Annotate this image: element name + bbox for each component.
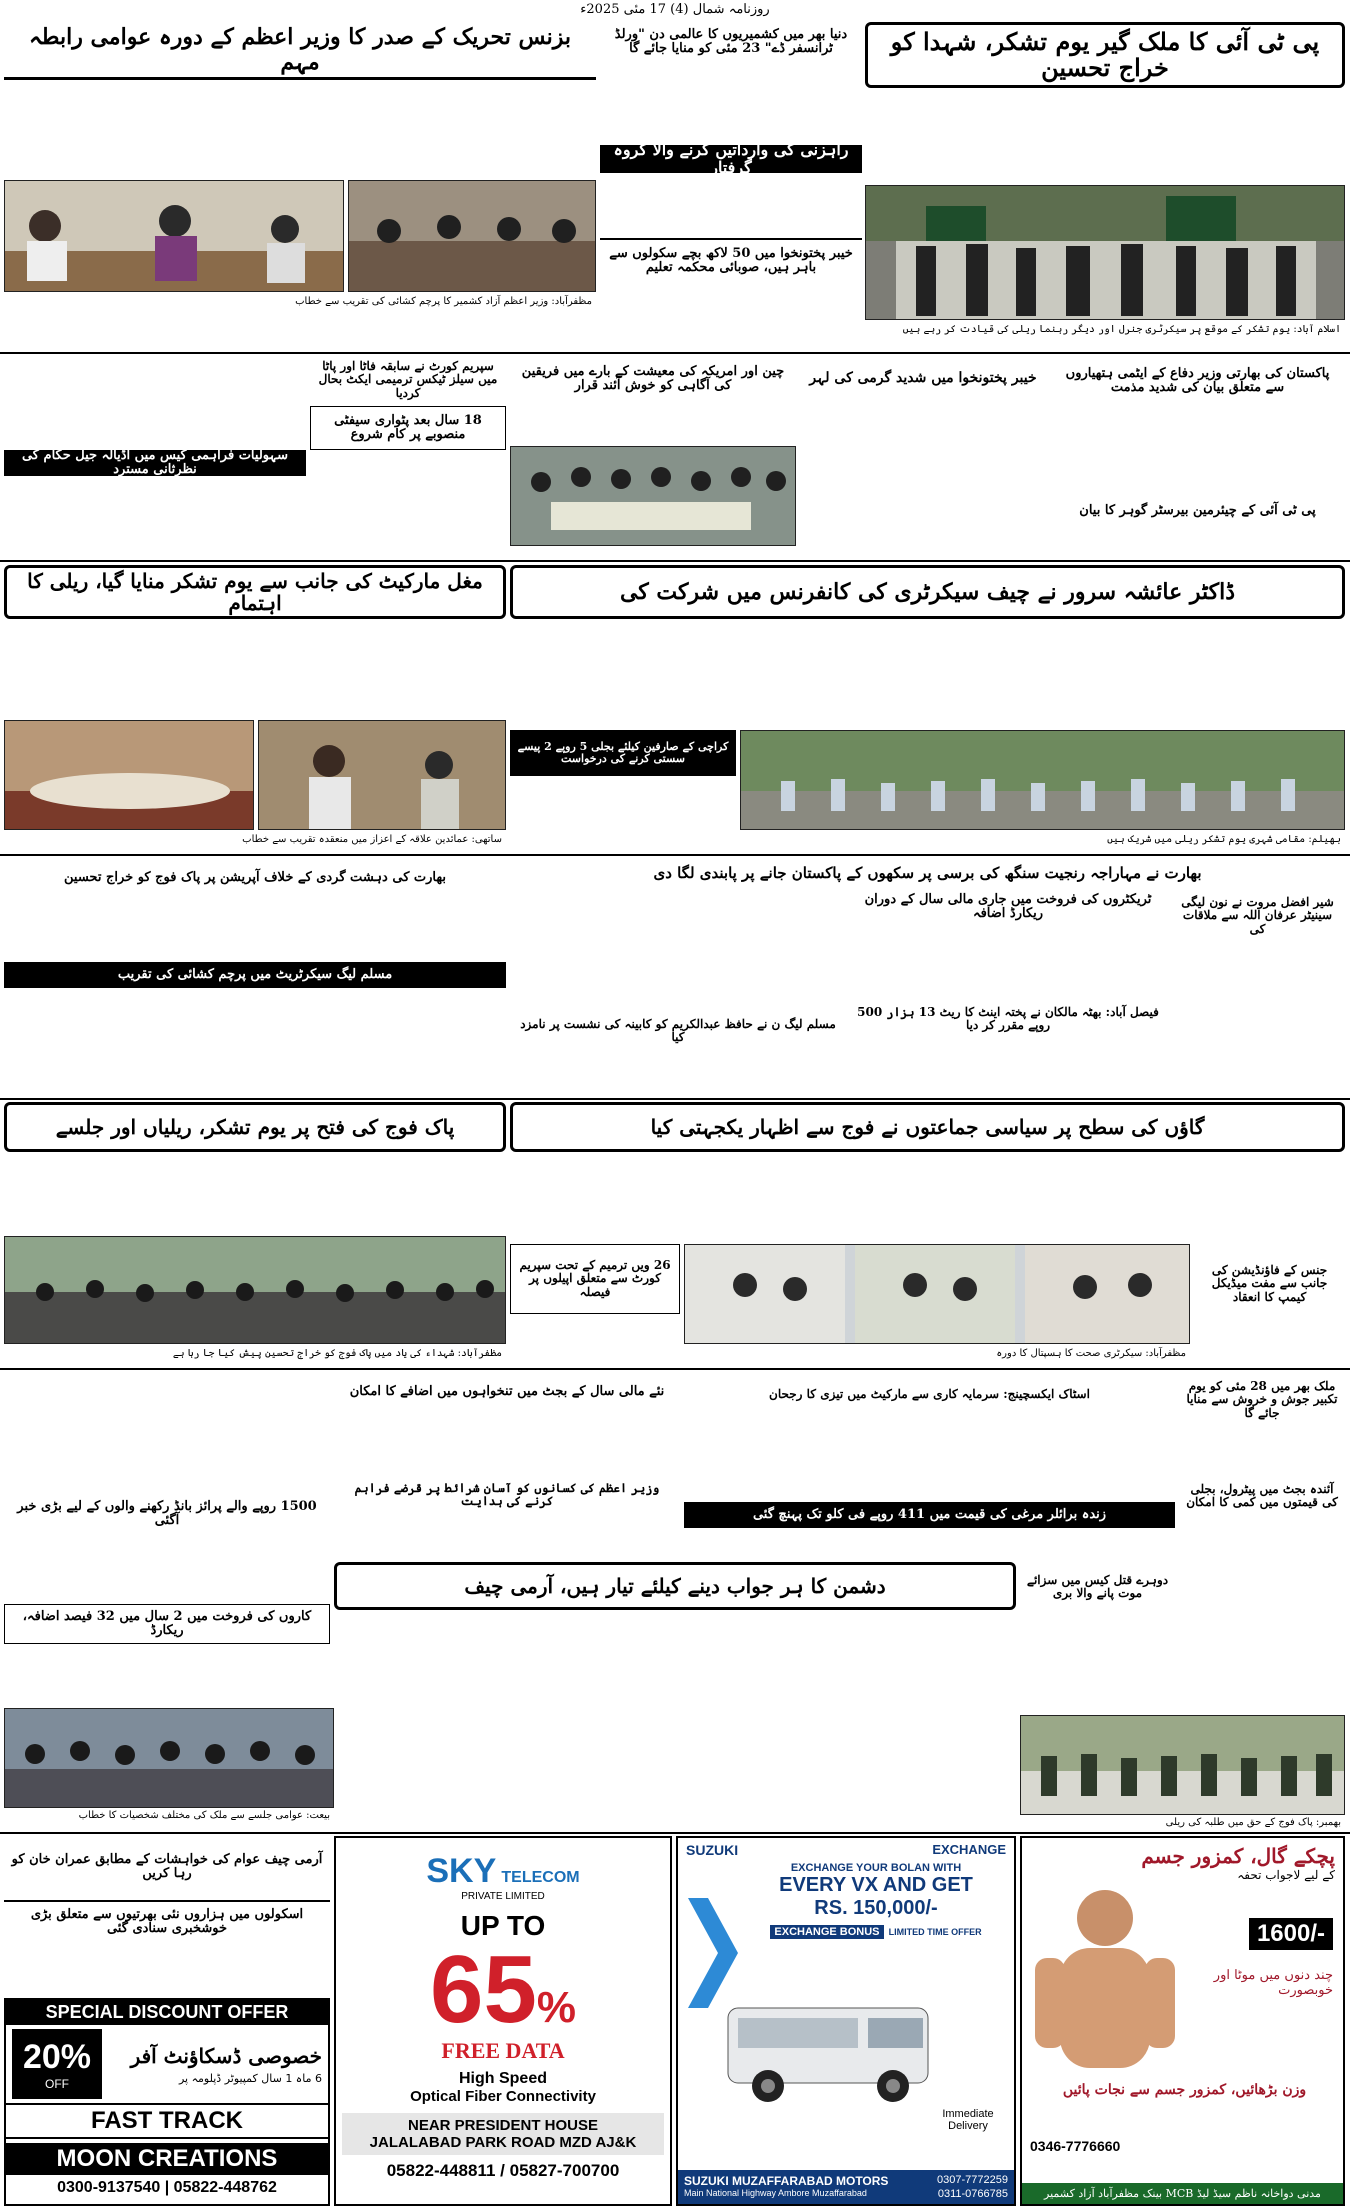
- caption-c6: مظفرآباد: سیکرٹری صحت کا ہسپتال کا دورہ: [996, 1348, 1186, 1359]
- photo-speaker: [258, 720, 506, 830]
- photo-students-rally: [1020, 1715, 1345, 1815]
- headline-s30: زندہ برائلر مرغی کی قیمت میں 411 روپے فی کلو تک پہنچ گئی: [684, 1502, 1175, 1528]
- photo-rally-islamabad: [865, 185, 1345, 320]
- suzuki-van-image: [708, 1988, 988, 2108]
- fast-track: FAST TRACK: [6, 2103, 328, 2139]
- story-body-s20: [4, 1154, 506, 1234]
- sky-sub: TELECOM: [501, 1869, 580, 1886]
- story-body-s35: [1179, 1522, 1345, 1560]
- ad-suzuki[interactable]: [676, 1836, 1016, 2206]
- story-body-s4: [600, 284, 862, 324]
- sky-address2: JALALABAD PARK ROAD MZD AJ&K: [369, 2134, 637, 2151]
- sky-brand: SKY: [426, 1852, 497, 1890]
- suzuki-brand: SUZUKI: [686, 1842, 739, 1858]
- story-body-s36: [1170, 942, 1345, 1092]
- story-body-s28: [334, 1520, 680, 1560]
- row5-divider: [0, 1368, 1350, 1370]
- sky-pct-sign: %: [536, 1983, 576, 2032]
- herbal-footer: مدنی دواخانہ ناظم سیڈ لیڈ MCB بینک مظفرآباد آزاد کشمیر: [1022, 2183, 1343, 2204]
- headline-s11: خیبر پختونخوا میں شدید گرمی کی لہر: [809, 370, 1037, 387]
- caption-c7: بیعت: عوامی جلسے سے ملک کی مختلف شخصیات کا خطاب: [78, 1810, 330, 1821]
- headline-s9: چین اور امریکہ کی معیشت کے بارے میں فریقین کی آگاہی کو خوش آئند قرار: [521, 363, 785, 393]
- story-body-s10: [1050, 408, 1345, 496]
- story-body-s26b: [334, 1414, 680, 1470]
- story-body-s24: [4, 1372, 330, 1492]
- headline-s36: شیر افضل مروت نے نون لیگی سینیٹر عرفان اللہ سے ملاقات کی: [1181, 895, 1334, 936]
- story-body-s11: [800, 404, 1046, 564]
- story-body-s16: [850, 924, 1166, 994]
- sky-high-speed: High Speed: [458, 2070, 547, 2087]
- row2-divider: [0, 560, 1350, 562]
- caption-c5: مظفرآباد: شہداء کی یاد میں پاک فوج کو خراج تحسین پیش کیا جا رہا ہے: [172, 1348, 502, 1359]
- herbal-man-image: [1030, 1878, 1180, 2078]
- headline-s2: دنیا بھر میں کشمیریوں کا عالمی دن "ورلڈ ٹرانسفر ڈے" 23 مئی کو منایا جائے گا: [614, 26, 848, 56]
- herbal-price: 1600/-: [1249, 1918, 1333, 1950]
- suzuki-line1: EXCHANGE YOUR BOLAN WITH: [790, 1862, 962, 1874]
- herbal-weight: وزن بڑھائیں، کمزور جسم سے نجات پائیں: [1062, 2082, 1307, 2098]
- headline-s3: راہزنی کی وارداتیں کرنے والا گروہ گرفتار: [600, 145, 862, 173]
- herbal-mid: چند دنوں میں موٹا اور خوبصورت: [1213, 1968, 1333, 1998]
- headline-s4: خیبر پختونخوا میں 50 لاکھ بچے سکولوں سے باہر ہیں، صوبائی محکمہ تعلیم: [600, 238, 862, 282]
- discount-off: OFF: [45, 2076, 69, 2091]
- story-body-s5: [4, 84, 596, 174]
- headline-s14: کراچی کے صارفین کیلئے بجلی 5 روپے 2 پیسے سستی کرنے کی درخواست: [510, 730, 736, 776]
- photo-group-event: [4, 1708, 334, 1808]
- moon-phone: 0300-9137540 | 05822-448762: [57, 2179, 277, 2196]
- story-body-s13: [510, 622, 1345, 727]
- headline-s1: پی ٹی آئی کا ملک گیر یوم تشکر، شہدا کو خراج تحسین: [865, 22, 1345, 88]
- story-body-s14: [510, 778, 736, 848]
- caption-c2: مظفرآباد: وزیر اعظم آزاد کشمیر کا پرچم کشائی کی تقریب سے خطاب: [295, 296, 592, 307]
- headline-s7: سہولیات فراہمی کیس میں اڈیالہ جیل حکام کی نظرثانی مسترد: [4, 450, 306, 476]
- headline-s33: اسکولوں میں ہزاروں نئی بھرتیوں سے متعلق بڑی خوشخبری سنادی گئی: [4, 1900, 330, 1942]
- moon-creations: MOON CREATIONS: [6, 2143, 328, 2175]
- caption-c8: بھمبر: پاک فوج کے حق میں طلبہ کی ریلی: [1165, 1817, 1341, 1828]
- suzuki-limited: LIMITED TIME OFFER: [888, 1927, 982, 1937]
- photo-crowd-rally: [4, 1236, 506, 1344]
- photo-office: [348, 180, 596, 292]
- suzuki-line3: RS. 150,000/-: [814, 1897, 938, 1919]
- story-body-s21: [510, 1154, 1345, 1242]
- story-body-s7: [4, 478, 306, 548]
- suzuki-line4: EXCHANGE BONUS: [770, 1925, 883, 1939]
- headline-s26: نئے مالی سال کے بجٹ میں تنخواہوں میں اضافے کا امکان: [349, 1383, 665, 1399]
- story-body-s31: [1020, 1614, 1175, 1712]
- photo-students: [740, 730, 1345, 830]
- suzuki-phone1: 0307-7772259: [937, 2174, 1008, 2186]
- story-body-s1: [865, 92, 1345, 182]
- headline-s38: جنس کے فاؤنڈیشن کی جانب سے مفت میڈیکل کیمپ کا انعقاد: [1211, 1263, 1328, 1304]
- headline-s32: آرمی چیف عوام کی خواہشات کے مطابق عمران خان کو رہا کریں: [11, 1851, 323, 1881]
- discount-percent: 20%: [22, 2037, 92, 2076]
- herbal-phone: 0346-7776660: [1030, 2138, 1121, 2154]
- headline-s21: گاؤں کی سطح پر سیاسی جماعتوں نے فوج سے اظہار یکجہتی کیا: [510, 1102, 1345, 1152]
- dateline: روزنامہ شمال (4) 17 مئی 2025ء: [580, 2, 770, 17]
- photo-protest-banner: [510, 446, 796, 546]
- photo-meeting: [4, 180, 344, 292]
- sky-phone: 05822-448811 / 05827-700700: [386, 2161, 620, 2180]
- row6-divider: [0, 1832, 1350, 1834]
- headline-s23: 26 ویں ترمیم کے تحت سپریم کورٹ سے متعلق اپیلوں پر فیصلہ: [510, 1244, 680, 1314]
- story-body-s29: [684, 1420, 1175, 1500]
- headline-s12: مغل مارکیٹ کی جانب سے یوم تشکر منایا گیا، ریلی کا اہتمام: [4, 565, 506, 619]
- headline-s18: مسلم لیگ ن نے حافظ عبدالکریم کو کابینہ کی نشست پر نامزد کیا: [520, 1016, 836, 1044]
- discount-urdu: خصوصی ڈسکاؤنٹ آفر: [130, 2043, 322, 2068]
- photo-conference-hall: [4, 720, 254, 830]
- ad-discount[interactable]: [4, 1998, 330, 2206]
- headline-s19: بھارت کی دہشت گردی کے خلاف آپریشن پر پاک فوج کو خراج تحسین: [64, 869, 446, 885]
- herbal-sub: کے لیے لاجواب تحفہ: [1237, 1868, 1335, 1882]
- headline-s35: آئندہ بجٹ میں پیٹرول، بجلی کی قیمتوں میں کمی کا امکان: [1186, 1481, 1338, 1509]
- story-body-s15: [510, 892, 846, 1012]
- story-body-s19: [4, 900, 506, 960]
- row3-divider: [0, 854, 1350, 856]
- suzuki-dealer: SUZUKI MUZAFFARABAD MOTORS: [684, 2174, 889, 2188]
- suzuki-address: Main National Highway Ambore Muzaffarabad: [684, 2188, 867, 2198]
- sky-upto: UP TO: [460, 1910, 546, 1941]
- headline-s27: دشمن کا ہر جواب دینے کیلئے تیار ہیں، آرمی چیف: [334, 1562, 1016, 1610]
- discount-title: SPECIAL DISCOUNT OFFER: [6, 2000, 328, 2025]
- sky-private: PRIVATE LIMITED: [461, 1891, 545, 1902]
- story-body-s23: [510, 1316, 680, 1366]
- discount-courses: 6 ماہ 1 سال کمپیوٹر ڈپلومہ پر: [178, 2071, 322, 2085]
- headline-s20: پاک فوج کی فتح پر یوم تشکر، ریلیاں اور جلسے: [4, 1102, 506, 1152]
- sky-free-data: FREE DATA: [441, 2038, 565, 2063]
- story-body-s34: [1179, 1430, 1345, 1470]
- caption-c4: ساتھی: عمائدین علاقہ کے اعزاز میں منعقدہ تقریب سے خطاب: [242, 834, 502, 845]
- caption-c3: بھیلم: مقامی شہری یوم تشکر ریلی میں شریک ہیں: [1107, 834, 1341, 845]
- story-body-s38: [1194, 1326, 1345, 1366]
- suzuki-phone2: 0311-0766785: [937, 2188, 1008, 2200]
- headline-s16: ٹریکٹروں کی فروخت میں جاری مالی سال کے دوران ریکارڈ اضافہ: [864, 891, 1152, 921]
- headline-s29: اسٹاک ایکسچینج: سرمایہ کاری سے مارکیٹ میں تیزی کا رجحان: [769, 1387, 1090, 1402]
- sky-percent: 65: [430, 1936, 537, 2043]
- headline-s22: مسلم لیگ سیکرٹریٹ میں پرچم کشائی کی تقریب: [4, 962, 506, 988]
- sky-fiber: Optical Fiber Connectivity: [410, 2088, 596, 2105]
- story-body-s17: [850, 1044, 1166, 1096]
- headline-s15: بھارت نے مہاراجہ رنجیت سنگھ کی برسی پر سکھوں کے پاکستان جانے پر پابندی لگا دی: [653, 863, 1202, 882]
- herbal-head: پچکے گال، کمزور جسم: [1141, 1844, 1335, 1868]
- photo-hospital: [684, 1244, 1190, 1344]
- headline-s10: پاکستان کی بھارتی وزیر دفاع کے ایٹمی ہتھیاروں سے متعلق بیان کی شدید مذمت: [1065, 365, 1330, 395]
- caption-c1: اسلام آباد: یوم تشکر کے موقع پر سیکرٹری جنرل اور دیگر رہنما ریلی کی قیادت کر رہے ہیں: [902, 324, 1341, 335]
- story-body-s6: [310, 452, 506, 552]
- story-body-s33: [4, 1944, 330, 1994]
- headline-s5: بزنس تحریک کے صدر کا وزیر اعظم کے دورہ عوامی رابطہ مہم: [4, 22, 596, 80]
- headline-s28: وزیر اعظم کی کسانوں کو آسان شرائط پر قرضے فراہم کرنے کی ہدایت: [354, 1480, 660, 1508]
- headline-s34: ملک بھر میں 28 مئی کو یوم تکبیر جوش و خروش سے منایا جائے گا: [1186, 1379, 1338, 1420]
- sky-address1: NEAR PRESIDENT HOUSE: [407, 2117, 599, 2134]
- ad-herbal[interactable]: [1020, 1836, 1345, 2206]
- story-body-s30: [684, 1530, 1175, 1560]
- row1-divider: [0, 352, 1350, 354]
- headline-s13: ڈاکٹر عائشہ سرور نے چیف سیکرٹری کی کانفرنس میں شرکت کی: [510, 565, 1345, 619]
- suzuki-immediate: Immediate Delivery: [942, 2108, 994, 2132]
- story-body-s18: [510, 1050, 846, 1096]
- row4-divider: [0, 1098, 1350, 1100]
- story-body-s2: [600, 64, 862, 144]
- story-body-s27: [334, 1612, 1016, 1712]
- story-body-s22: [4, 990, 506, 1090]
- headline-s24: 1500 روپے والے پرائز بانڈ رکھنے والوں کے لیے بڑی خبر آگئی: [17, 1498, 317, 1528]
- headline-s31: دوہرے قتل کیس میں سزائے موت پانے والا بری: [1026, 1572, 1169, 1600]
- suzuki-exchange: EXCHANGE: [932, 1842, 1006, 1857]
- headline-s37: پی ٹی آئی کے چیئرمین بیرسٹر گوہر کا بیان: [1079, 502, 1316, 518]
- story-body-s9: [510, 404, 796, 444]
- story-body-s26: [4, 1536, 330, 1602]
- headline-s8: سپریم کورٹ نے سابقہ فاٹا اور پاٹا میں سیلز ٹیکس ترمیمی ایکٹ بحال کردیا: [318, 359, 498, 400]
- story-body-s3: [600, 176, 862, 236]
- headline-s25: کاروں کی فروخت میں 2 سال میں 32 فیصد اضافہ، ریکارڈ: [4, 1604, 330, 1644]
- headline-s6: 18 سال بعد پٹواری سیفٹی منصوبے پر کام شروع: [310, 406, 506, 450]
- headline-s17: فیصل آباد: بھٹہ مالکان نے پختہ اینٹ کا ریٹ 13 ہزار 500 روپے مقرر کر دیا: [857, 1004, 1159, 1032]
- story-body-s12: [4, 622, 506, 717]
- story-body-s8: [4, 357, 306, 447]
- ad-sky-telecom[interactable]: [334, 1836, 672, 2206]
- suzuki-line2: EVERY VX AND GET: [779, 1874, 973, 1896]
- story-body-s25: [4, 1646, 330, 1706]
